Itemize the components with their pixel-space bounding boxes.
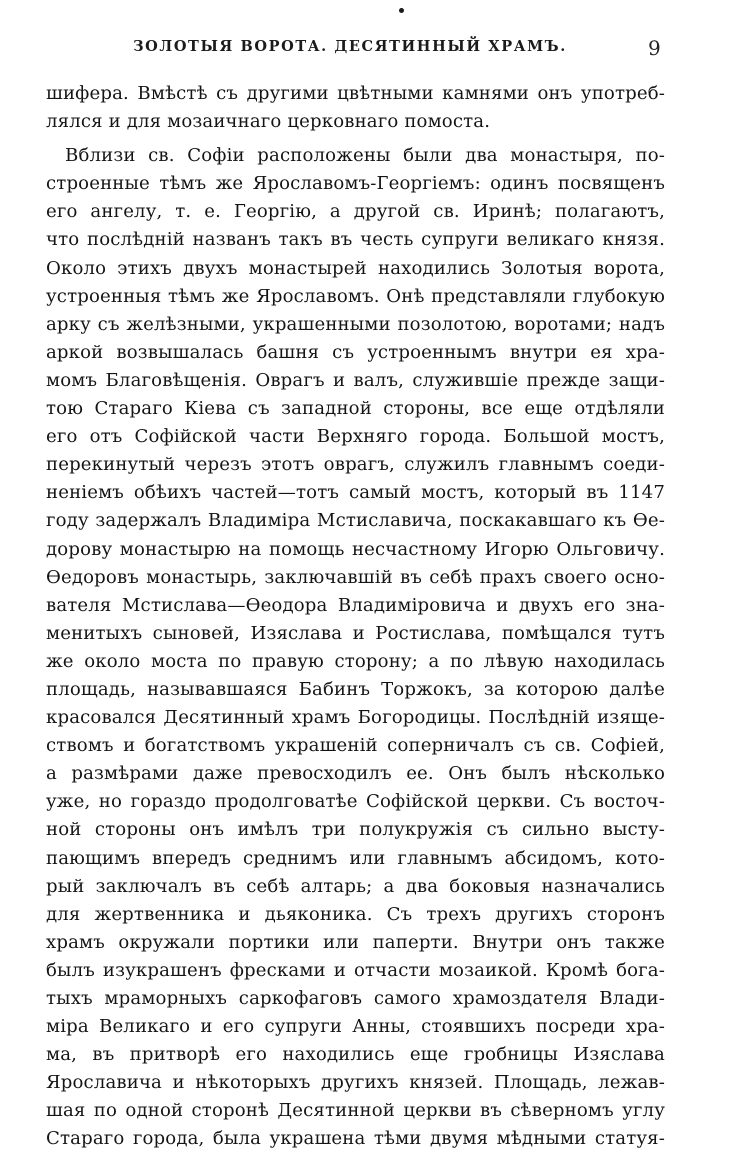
text-line: шифера. Вмѣстѣ съ другими цвѣтными камнями онъ употреб- [46,83,665,104]
text-line: ствомъ и богатствомъ украшеній соперничалъ съ св. Софіей, [46,735,665,757]
text-line: міра Великаго и его супруги Анны, стоявшихъ посреди хра- [46,1016,665,1038]
text-line: а размѣрами даже превосходилъ ее. Онъ былъ нѣсколько [46,763,665,785]
text-line: строенные тѣмъ же Ярославомъ-Георгіемъ: одинъ посвященъ [46,173,665,195]
text-line: году задержалъ Владиміра Мстиславича, поскакавшаго къ Ѳе- [46,510,665,532]
text-line: красовался Десятинный храмъ Богородицы. Послѣдній изяще- [46,707,665,729]
text-line: аркой возвышалась башня съ устроеннымъ внутри ея хра- [46,341,665,363]
text-line: для жертвенника и дьяконика. Съ трехъ другихъ сторонъ [46,903,665,925]
text-line: его ангелу, т. е. Георгію, а другой св. Иринѣ; полагаютъ, [46,201,665,223]
text-line: менитыхъ сыновей, Изяслава и Ростислава, помѣщался тутъ [46,622,665,644]
text-line: момъ Благовѣщенія. Оврагъ и валъ, служившіе прежде защи- [46,369,665,391]
text-line: рый заключалъ въ себѣ алтарь; а два боковыя назначались [46,875,665,897]
text-line: вателя Мстислава—Ѳеодора Владиміровича и двухъ его зна- [46,594,665,616]
text-line: лялся и для мозаичнаго церковнаго помоста. [46,111,491,133]
text-line: перекинутый черезъ этотъ оврагъ, служилъ главнымъ соеди- [46,454,665,476]
page-number: 9 [648,36,661,60]
text-line: Стараго города, была украшена тѣми двумя мѣдными статуя- [46,1128,665,1150]
text-line: Около этихъ двухъ монастырей находились Золотыя ворота, [46,257,665,279]
text-line: площадь, называвшаяся Бабинъ Торжокъ, за которою далѣе [46,678,665,700]
text-line: храмъ окружали портики или паперти. Внутри онъ также [46,931,665,953]
body-text [46,80,665,1154]
text-line: пающимъ впередъ среднимъ или главнымъ абсидомъ, кото- [46,847,665,869]
text-line: арку съ желѣзными, украшенными позолотою, воротами; надъ [46,313,665,335]
text-line: неніемъ обѣихъ частей—тотъ самый мостъ, который въ 1147 [46,482,665,504]
text-line: тыхъ мраморныхъ саркофаговъ самого храмоздателя Влади- [46,988,665,1009]
running-head [0,38,744,62]
text-line: его отъ Софійской части Верхняго города. Большой мостъ, [46,426,665,448]
paragraph-2 [46,142,665,1153]
text-line: Ѳедоровъ монастырь, заключавшій въ себѣ прахъ своего осно- [46,566,665,588]
running-title: ЗОЛОТЫЯ ВОРОТА. ДЕСЯТИННЫЙ ХРАМЪ. [133,38,567,55]
text-line: ма, въ притворѣ его находились еще гробницы Изяслава [46,1044,665,1066]
text-line: ной стороны онъ имѣлъ три полукружія съ сильно высту- [46,819,665,841]
text-line: что послѣдній названъ такъ въ честь супруги великаго князя. [46,229,665,251]
text-line: былъ изукрашенъ фресками и отчасти мозаикой. Кромѣ бога- [46,959,665,981]
paragraph-1 [46,80,665,136]
text-line: Вблизи св. Софіи расположены были два монастыря, по- [65,145,665,167]
text-line: тою Стараго Кіева съ западной стороны, все еще отдѣляли [46,398,665,420]
ink-dot [399,8,404,13]
text-line: же около моста по правую сторону; а по лѣвую находилась [46,650,665,672]
text-line: шая по одной сторонѣ Десятинной церкви въ сѣверномъ углу [46,1100,665,1122]
text-line: Ярославича и нѣкоторыхъ другихъ князей. Площадь, лежав- [46,1072,665,1094]
text-line: дорову монастырю на помощь несчастному Игорю Ольговичу. [46,538,665,560]
text-line: устроенныя тѣмъ же Ярославомъ. Онѣ представляли глубокую [46,285,665,307]
text-line: уже, но гораздо продолговатѣе Софійской церкви. Съ восточ- [46,791,665,813]
